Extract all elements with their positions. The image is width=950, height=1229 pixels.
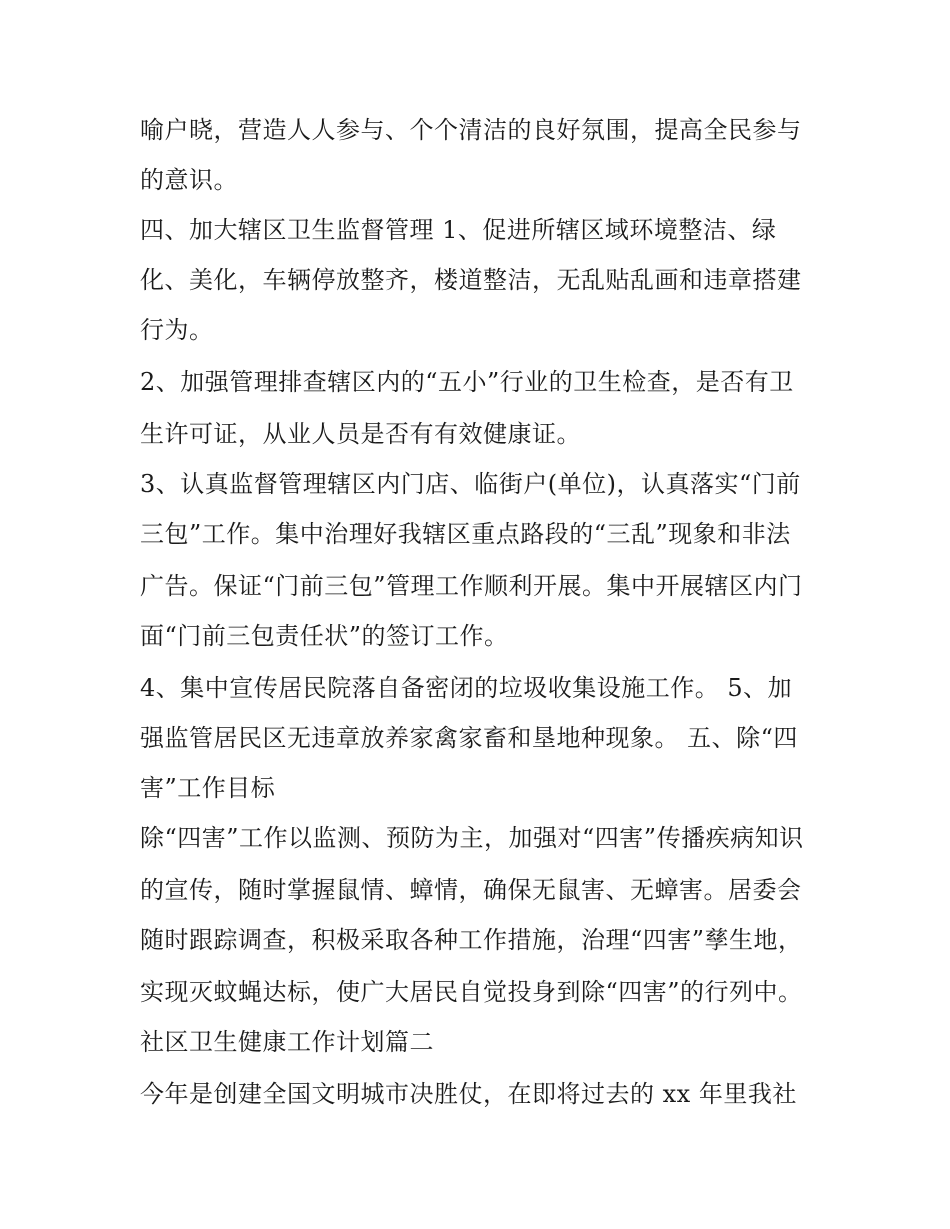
text-line: 三包”工作。集中治理好我辖区重点路段的“三乱”现象和非法 xyxy=(140,520,791,548)
text-line: 化、美化，车辆停放整齐，楼道整洁，无乱贴乱画和违章搭建 xyxy=(140,266,802,294)
text-line: 强监管居民区无违章放养家禽家畜和垦地种现象。 五、除“四 xyxy=(140,724,798,752)
text-line: 今年是创建全国文明城市决胜仗，在即将过去的 xx 年里我社 xyxy=(140,1080,797,1108)
section-title-line: 社区卫生健康工作计划篇二 xyxy=(140,1028,434,1056)
text-line: 广告。保证“门前三包”管理工作顺利开展。集中开展辖区内门 xyxy=(140,572,803,600)
text-line: 3、认真监督管理辖区内门店、临街户(单位)，认真落实“门前 xyxy=(140,470,801,498)
text-line: 的宣传，随时掌握鼠情、蟑情，确保无鼠害、无蟑害。居委会 xyxy=(140,876,802,904)
text-line: 行为。 xyxy=(140,316,214,344)
text-line: 随时跟踪调查，积极采取各种工作措施，治理“四害”孳生地， xyxy=(140,926,803,954)
text-line: 的意识。 xyxy=(140,166,238,194)
text-line: 2、加强管理排查辖区内的“五小”行业的卫生检查，是否有卫 xyxy=(140,368,794,396)
text-line: 喻户晓，营造人人参与、个个清洁的良好氛围，提高全民参与 xyxy=(140,116,802,144)
text-line: 4、集中宣传居民院落自备密闭的垃圾收集设施工作。 5、加 xyxy=(140,674,793,702)
text-line: 害”工作目标 xyxy=(140,774,276,802)
text-line: 生许可证，从业人员是否有有效健康证。 xyxy=(140,420,581,448)
text-line: 面“门前三包责任状”的签订工作。 xyxy=(140,622,509,650)
section-heading-line: 四、加大辖区卫生监督管理 1、促进所辖区域环境整洁、绿 xyxy=(140,216,777,244)
text-line: 除“四害”工作以监测、预防为主，加强对“四害”传播疾病知识 xyxy=(140,824,804,852)
text-line: 实现灭蚊蝇达标，使广大居民自觉投身到除“四害”的行列中。 xyxy=(140,978,803,1006)
